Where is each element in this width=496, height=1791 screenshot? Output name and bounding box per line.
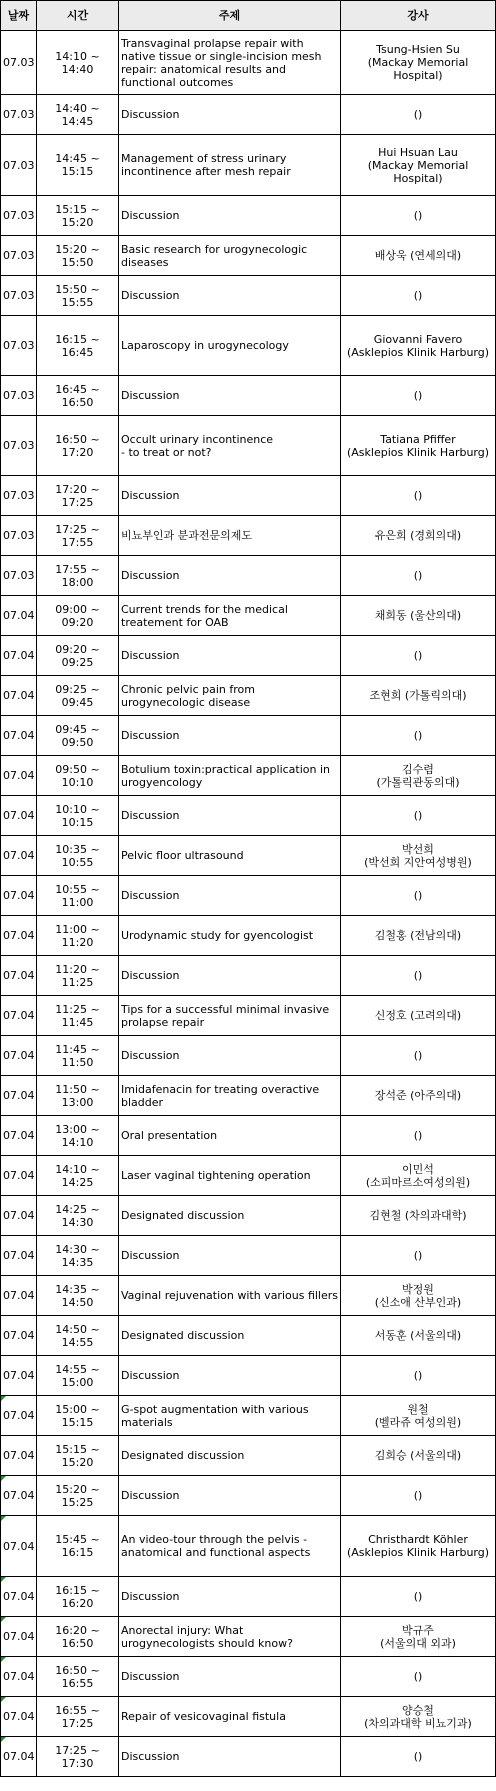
time-cell: 15:20 ~ 15:50 [37, 236, 119, 276]
time-cell: 15:50 ~ 15:55 [37, 276, 119, 316]
date-cell: 07.04 [1, 996, 37, 1036]
speaker-cell: () [341, 1476, 496, 1516]
date-cell: 07.04 [1, 1036, 37, 1076]
date-cell: 07.04 [1, 836, 37, 876]
date-cell: 07.04 [1, 1156, 37, 1196]
speaker-cell: 원철 (벨라쥬 여성의원) [341, 1396, 496, 1436]
time-cell: 15:00 ~ 15:15 [37, 1396, 119, 1436]
speaker-cell: () [341, 956, 496, 996]
speaker-cell: () [341, 1356, 496, 1396]
topic-cell: 비뇨부인과 분과전문의제도 [119, 516, 341, 556]
time-cell: 16:55 ~ 17:25 [37, 1697, 119, 1737]
table-row [1, 135, 496, 196]
table-row [1, 276, 496, 316]
speaker-cell: () [341, 376, 496, 416]
table-row [1, 676, 496, 716]
topic-cell: Laparoscopy in urogynecology [119, 316, 341, 376]
speaker-cell: 장석준 (아주의대) [341, 1076, 496, 1116]
topic-cell: Discussion [119, 95, 341, 135]
time-cell: 14:40 ~ 14:45 [37, 95, 119, 135]
topic-cell: Discussion [119, 1476, 341, 1516]
table-row [1, 1316, 496, 1356]
speaker-cell: Christhardt Köhler (Asklepios Klinik Harburg) [341, 1516, 496, 1577]
time-cell: 09:00 ~ 09:20 [37, 596, 119, 636]
table-row [1, 556, 496, 596]
date-cell: 07.04 [1, 916, 37, 956]
table-row [1, 1617, 496, 1657]
date-cell: 07.04 [1, 1116, 37, 1156]
topic-cell: Pelvic floor ultrasound [119, 836, 341, 876]
date-cell: 07.03 [1, 416, 37, 476]
topic-cell: Designated discussion [119, 1436, 341, 1476]
table-row [1, 1436, 496, 1476]
topic-cell: Discussion [119, 876, 341, 916]
topic-cell: Botulium toxin:practical application in urogyencology [119, 756, 341, 796]
speaker-cell: 이민석 (소피마르소여성의원) [341, 1156, 496, 1196]
table-row [1, 1156, 496, 1196]
topic-cell: Current trends for the medical treatement for OAB [119, 596, 341, 636]
topic-cell: Anorectal injury: What urogynecologists should know? [119, 1617, 341, 1657]
date-cell: 07.04 [1, 796, 37, 836]
table-row [1, 516, 496, 556]
speaker-cell: 박선희 (박선희 지안여성병원) [341, 836, 496, 876]
time-cell: 14:25 ~ 14:30 [37, 1196, 119, 1236]
time-cell: 11:20 ~ 11:25 [37, 956, 119, 996]
time-cell: 10:35 ~ 10:55 [37, 836, 119, 876]
date-cell: 07.04 [1, 1617, 37, 1657]
header-speaker: 강사 [341, 1, 496, 31]
speaker-cell: Tatiana Pfiffer (Asklepios Klinik Harburg) [341, 416, 496, 476]
date-cell: 07.03 [1, 316, 37, 376]
date-cell: 07.03 [1, 476, 37, 516]
speaker-cell: () [341, 1577, 496, 1617]
date-cell: 07.04 [1, 876, 37, 916]
speaker-cell: Hui Hsuan Lau (Mackay Memorial Hospital) [341, 135, 496, 196]
date-cell: 07.04 [1, 1196, 37, 1236]
time-cell: 09:20 ~ 09:25 [37, 636, 119, 676]
speaker-cell: 서동훈 (서울의대) [341, 1316, 496, 1356]
header-time: 시간 [37, 1, 119, 31]
table-row [1, 916, 496, 956]
speaker-cell: () [341, 796, 496, 836]
date-cell: 07.03 [1, 236, 37, 276]
table-row [1, 716, 496, 756]
time-cell: 15:15 ~ 15:20 [37, 1436, 119, 1476]
time-cell: 14:10 ~ 14:25 [37, 1156, 119, 1196]
topic-cell: Laser vaginal tightening operation [119, 1156, 341, 1196]
table-row [1, 1276, 496, 1316]
table-row [1, 1657, 496, 1697]
time-cell: 16:20 ~ 16:50 [37, 1617, 119, 1657]
date-cell: 07.04 [1, 1476, 37, 1516]
date-cell: 07.03 [1, 196, 37, 236]
topic-cell: Discussion [119, 1236, 341, 1276]
time-cell: 11:45 ~ 11:50 [37, 1036, 119, 1076]
topic-cell: Designated discussion [119, 1196, 341, 1236]
speaker-cell: () [341, 636, 496, 676]
header-date: 날짜 [1, 1, 37, 31]
date-cell: 07.04 [1, 1436, 37, 1476]
date-cell: 07.04 [1, 1316, 37, 1356]
schedule-body [1, 31, 496, 1777]
date-cell: 07.04 [1, 1076, 37, 1116]
speaker-cell: () [341, 95, 496, 135]
topic-cell: Discussion [119, 1737, 341, 1777]
topic-cell: Discussion [119, 376, 341, 416]
time-cell: 09:25 ~ 09:45 [37, 676, 119, 716]
date-cell: 07.03 [1, 135, 37, 196]
date-cell: 07.04 [1, 1657, 37, 1697]
date-cell: 07.03 [1, 95, 37, 135]
speaker-cell: 조현희 (가톨릭의대) [341, 676, 496, 716]
speaker-cell: 박정원 (신소애 산부인과) [341, 1276, 496, 1316]
speaker-cell: 박규주 (서울의대 외과) [341, 1617, 496, 1657]
topic-cell: Discussion [119, 196, 341, 236]
time-cell: 16:15 ~ 16:20 [37, 1577, 119, 1617]
topic-cell: Imidafenacin for treating overactive bladder [119, 1076, 341, 1116]
time-cell: 17:20 ~ 17:25 [37, 476, 119, 516]
speaker-cell: () [341, 1116, 496, 1156]
time-cell: 15:20 ~ 15:25 [37, 1476, 119, 1516]
time-cell: 14:55 ~ 15:00 [37, 1356, 119, 1396]
time-cell: 11:25 ~ 11:45 [37, 996, 119, 1036]
time-cell: 17:25 ~ 17:55 [37, 516, 119, 556]
topic-cell: Discussion [119, 1036, 341, 1076]
speaker-cell: () [341, 196, 496, 236]
table-row [1, 956, 496, 996]
time-cell: 09:50 ~ 10:10 [37, 756, 119, 796]
table-row [1, 416, 496, 476]
date-cell: 07.04 [1, 596, 37, 636]
topic-cell: Discussion [119, 556, 341, 596]
topic-cell: Discussion [119, 1577, 341, 1617]
time-cell: 17:55 ~ 18:00 [37, 556, 119, 596]
date-cell: 07.04 [1, 1737, 37, 1777]
speaker-cell: () [341, 1737, 496, 1777]
date-cell: 07.04 [1, 636, 37, 676]
time-cell: 14:35 ~ 14:50 [37, 1276, 119, 1316]
time-cell: 15:45 ~ 16:15 [37, 1516, 119, 1577]
date-cell: 07.04 [1, 1396, 37, 1436]
table-row [1, 1036, 496, 1076]
topic-cell: Chronic pelvic pain from urogynecologic disease [119, 676, 341, 716]
header-row [1, 1, 496, 31]
topic-cell: Vaginal rejuvenation with various fillers [119, 1276, 341, 1316]
date-cell: 07.04 [1, 956, 37, 996]
topic-cell: Discussion [119, 476, 341, 516]
table-row [1, 1577, 496, 1617]
topic-cell: Urodynamic study for gyencologist [119, 916, 341, 956]
topic-cell: Discussion [119, 276, 341, 316]
speaker-cell: 배상욱 (연세의대) [341, 236, 496, 276]
speaker-cell: 김현철 (차의과대학) [341, 1196, 496, 1236]
table-row [1, 31, 496, 95]
time-cell: 14:45 ~ 15:15 [37, 135, 119, 196]
table-row [1, 376, 496, 416]
time-cell: 10:55 ~ 11:00 [37, 876, 119, 916]
speaker-cell: () [341, 876, 496, 916]
topic-cell: Repair of vesicovaginal fistula [119, 1697, 341, 1737]
time-cell: 13:00 ~ 14:10 [37, 1116, 119, 1156]
table-row [1, 1737, 496, 1777]
table-row [1, 1396, 496, 1436]
speaker-cell: () [341, 716, 496, 756]
time-cell: 17:25 ~ 17:30 [37, 1737, 119, 1777]
table-row [1, 95, 496, 135]
date-cell: 07.04 [1, 1276, 37, 1316]
time-cell: 11:50 ~ 13:00 [37, 1076, 119, 1116]
time-cell: 11:00 ~ 11:20 [37, 916, 119, 956]
topic-cell: An video-tour through the pelvis - anatomical and functional aspects [119, 1516, 341, 1577]
date-cell: 07.04 [1, 1356, 37, 1396]
table-row [1, 1476, 496, 1516]
topic-cell: G-spot augmentation with various materials [119, 1396, 341, 1436]
speaker-cell: 김희승 (서울의대) [341, 1436, 496, 1476]
topic-cell: Discussion [119, 636, 341, 676]
time-cell: 10:10 ~ 10:15 [37, 796, 119, 836]
table-row [1, 236, 496, 276]
topic-cell: Discussion [119, 1657, 341, 1697]
table-row [1, 876, 496, 916]
time-cell: 09:45 ~ 09:50 [37, 716, 119, 756]
speaker-cell: () [341, 1657, 496, 1697]
date-cell: 07.04 [1, 1577, 37, 1617]
speaker-cell: () [341, 556, 496, 596]
speaker-cell: Tsung-Hsien Su (Mackay Memorial Hospital) [341, 31, 496, 95]
topic-cell: Transvaginal prolapse repair with native tissue or single-incision mesh repair: anatomical results and functional outcomes [119, 31, 341, 95]
topic-cell: Basic research for urogynecologic diseases [119, 236, 341, 276]
topic-cell: Oral presentation [119, 1116, 341, 1156]
table-row [1, 476, 496, 516]
date-cell: 07.03 [1, 556, 37, 596]
topic-cell: Discussion [119, 956, 341, 996]
table-row [1, 1076, 496, 1116]
header-topic: 주제 [119, 1, 341, 31]
date-cell: 07.04 [1, 1236, 37, 1276]
topic-cell: Management of stress urinary incontinence after mesh repair [119, 135, 341, 196]
time-cell: 16:45 ~ 16:50 [37, 376, 119, 416]
topic-cell: Tips for a successful minimal invasive prolapse repair [119, 996, 341, 1036]
speaker-cell: 양승철 (차의과대학 비뇨기과) [341, 1697, 496, 1737]
speaker-cell: () [341, 476, 496, 516]
topic-cell: Discussion [119, 796, 341, 836]
speaker-cell: () [341, 276, 496, 316]
speaker-cell: Giovanni Favero (Asklepios Klinik Harburg) [341, 316, 496, 376]
date-cell: 07.04 [1, 716, 37, 756]
speaker-cell: 유은희 (경희의대) [341, 516, 496, 556]
topic-cell: Occult urinary incontinence - to treat or not? [119, 416, 341, 476]
table-row [1, 636, 496, 676]
table-row [1, 1516, 496, 1577]
speaker-cell: 김철홍 (전남의대) [341, 916, 496, 956]
table-row [1, 996, 496, 1036]
date-cell: 07.03 [1, 516, 37, 556]
table-row [1, 756, 496, 796]
date-cell: 07.04 [1, 1697, 37, 1737]
table-row [1, 1116, 496, 1156]
speaker-cell: () [341, 1036, 496, 1076]
date-cell: 07.03 [1, 31, 37, 95]
table-row [1, 836, 496, 876]
date-cell: 07.03 [1, 376, 37, 416]
time-cell: 16:50 ~ 17:20 [37, 416, 119, 476]
topic-cell: Designated discussion [119, 1316, 341, 1356]
time-cell: 16:50 ~ 16:55 [37, 1657, 119, 1697]
date-cell: 07.04 [1, 1516, 37, 1577]
table-row [1, 1236, 496, 1276]
table-row [1, 1356, 496, 1396]
table-row [1, 196, 496, 236]
time-cell: 15:15 ~ 15:20 [37, 196, 119, 236]
speaker-cell: 김수렴 (가톨릭관동의대) [341, 756, 496, 796]
table-row [1, 1196, 496, 1236]
date-cell: 07.04 [1, 676, 37, 716]
time-cell: 14:30 ~ 14:35 [37, 1236, 119, 1276]
table-row [1, 316, 496, 376]
table-row [1, 1697, 496, 1737]
topic-cell: Discussion [119, 716, 341, 756]
speaker-cell: () [341, 1236, 496, 1276]
table-row [1, 596, 496, 636]
time-cell: 14:50 ~ 14:55 [37, 1316, 119, 1356]
time-cell: 16:15 ~ 16:45 [37, 316, 119, 376]
speaker-cell: 신정호 (고려의대) [341, 996, 496, 1036]
time-cell: 14:10 ~ 14:40 [37, 31, 119, 95]
table-row [1, 796, 496, 836]
topic-cell: Discussion [119, 1356, 341, 1396]
date-cell: 07.03 [1, 276, 37, 316]
speaker-cell: 채희동 (울산의대) [341, 596, 496, 636]
date-cell: 07.04 [1, 756, 37, 796]
